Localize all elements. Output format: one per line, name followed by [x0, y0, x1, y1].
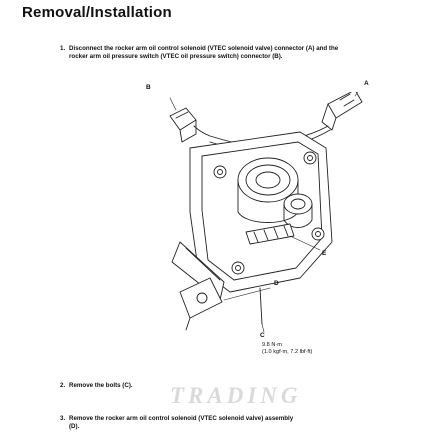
torque-spec [262, 342, 312, 356]
callout-b: B [146, 84, 151, 91]
callout-d: D [274, 280, 279, 287]
torque-metric: 9.8 N·m [262, 342, 282, 348]
step-number: 1. [60, 45, 66, 52]
step-text: Disconnect the rocker arm oil control solenoid (VTEC solenoid valve) connector (A) and the rocker arm oil pressure switch (VTEC oil pressure switch) connector (B). [69, 45, 339, 60]
watermark: TRADING [170, 383, 302, 408]
callout-c: C [260, 332, 265, 339]
torque-imperial: (1.0 kgf·m, 7.2 lbf·ft) [262, 349, 313, 355]
step-number: 3. [60, 415, 66, 422]
callout-e: E [322, 250, 327, 257]
callout-a: A [364, 80, 369, 87]
step-number: 2. [60, 382, 66, 389]
step-text: Remove the rocker arm oil control solenoid (VTEC solenoid valve) assembly (D). [69, 415, 294, 430]
solenoid-assembly-illustration [146, 80, 380, 339]
step-text: Remove the bolts (C). [69, 382, 133, 389]
connector-b-drawing [170, 108, 196, 142]
page-title: Removal/Installation [22, 4, 172, 21]
instruction-step-3 [60, 415, 360, 430]
connector-a-drawing [322, 92, 362, 130]
instruction-step-1 [60, 45, 345, 60]
instruction-step-2 [60, 382, 360, 390]
